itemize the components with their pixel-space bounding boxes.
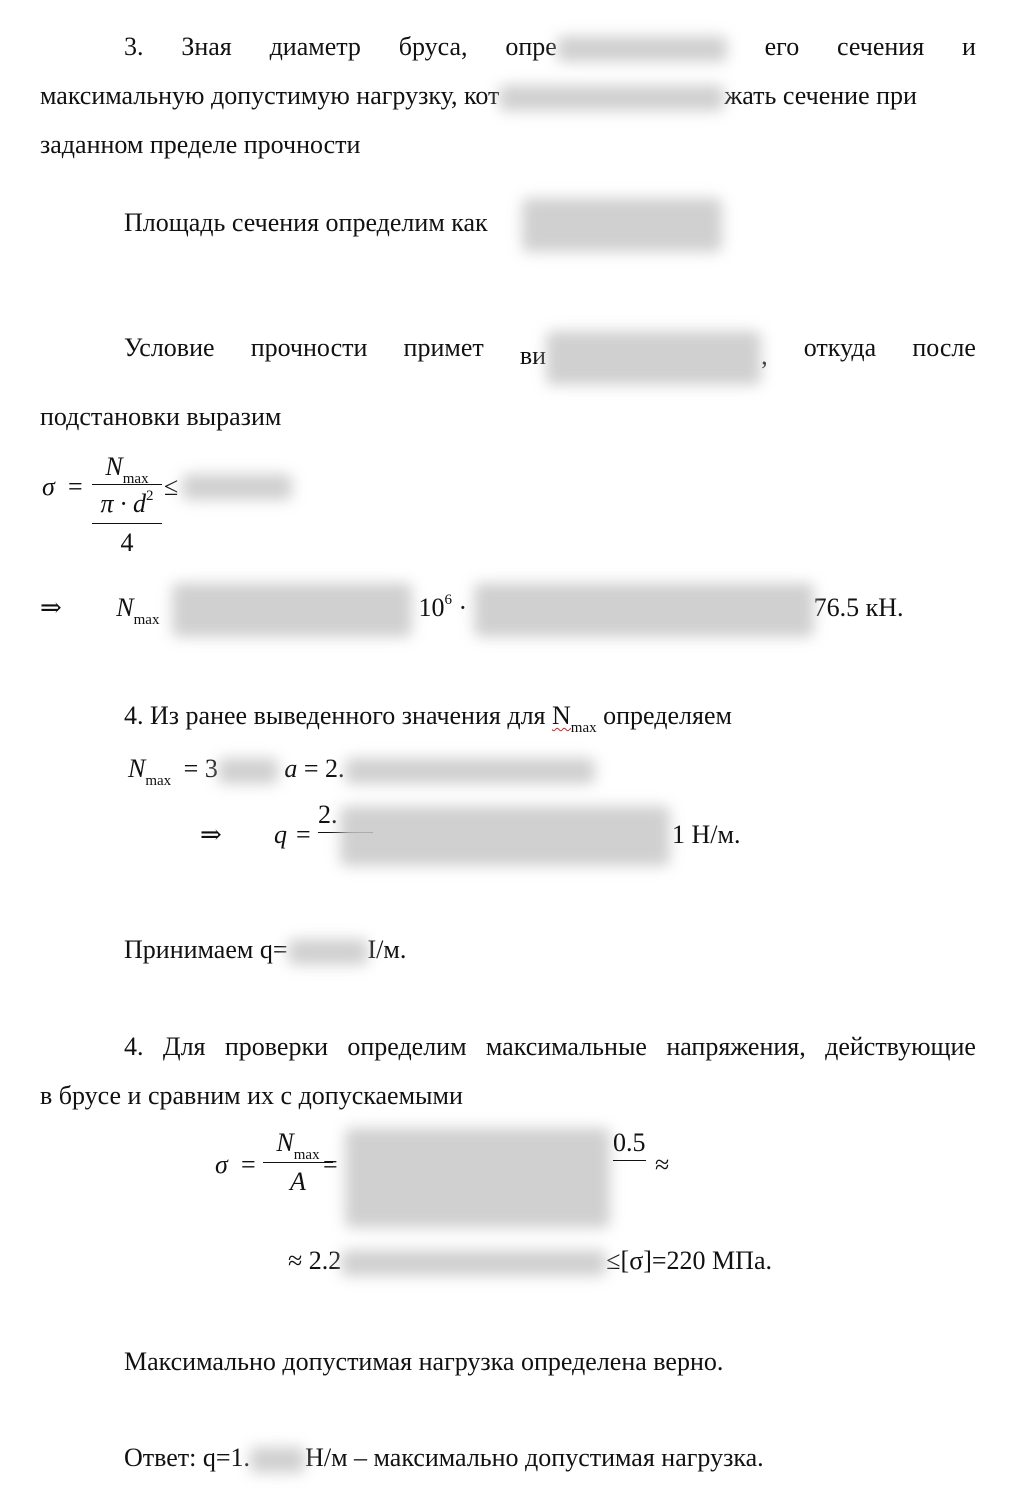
word: Условие [124,333,215,362]
word-partial: ви , [520,331,768,385]
p4-line1: 4. Из ранее выведенного значения для $N_{max}$ определяем [124,701,732,736]
blurred-formula [340,806,670,866]
p3-line3: заданном пределе прочности [40,130,361,159]
word: 4. [124,1032,144,1061]
blurred-text [499,85,724,111]
blurred-formula [172,583,412,637]
word: откуда [803,333,877,362]
word: сечения [837,32,925,61]
p3-line1 [124,30,976,64]
word: 3. [124,32,144,61]
word: его [764,32,800,61]
word: напряжения, [666,1032,806,1061]
blurred-formula [345,1128,610,1228]
blurred-formula [474,583,814,637]
blurred-formula [522,198,722,252]
blurred-text [557,36,727,62]
area-text: Площадь сечения определим как [124,198,722,252]
p4b-line1 [124,1030,976,1064]
fraction: $N_{max}$ $\pi \cdot d^2$ 4 [92,452,162,558]
word: определим [347,1032,467,1061]
p4b-line2: в брусе и сравним их с допускаемыми [40,1081,463,1110]
fraction-numerator: 2. [318,800,373,833]
blurred-formula [341,1250,606,1276]
word: примет [403,333,484,362]
word: бруса, [398,32,468,61]
blurred-formula [218,758,278,784]
substitution-line: подстановки выразим [40,402,282,431]
word: диаметр [269,32,361,61]
p3-line2: максимальную допустимую нагрузку, кот жать сечение при [40,81,917,110]
condition-line [124,331,976,385]
blurred-formula [345,758,595,784]
word: и [961,32,976,61]
word: прочности [250,333,368,362]
formula-nmax-1: ⇒ $N_{max}$ $10^6 \cdot 76.5$ кН. [40,583,904,637]
word: действующие [825,1032,976,1061]
blurred-formula [546,331,761,385]
blurred-formula [182,474,292,500]
word: проверки [224,1032,328,1061]
blurred-value [250,1447,305,1473]
accept-line: Принимаем q= I/м. [124,935,407,964]
blurred-value [288,939,368,965]
word: после [912,333,976,362]
answer: Ответ: q=1. Н/м – максимально допустимая нагрузка. [124,1443,764,1472]
word: Для [162,1032,206,1061]
formula-nmax-2: $N_{max} = 3$ a = 2. [128,752,595,790]
conclusion: Максимально допустимая нагрузка определена верно. [124,1347,724,1376]
word: Зная [181,32,232,61]
word-partial: опре [505,30,726,64]
word: максимальные [485,1032,647,1061]
formula-sigma-result: ≈ 2.2 ≤[σ]=220 МПа. [288,1246,772,1275]
fraction: $N_{max}$ A [263,1128,333,1197]
